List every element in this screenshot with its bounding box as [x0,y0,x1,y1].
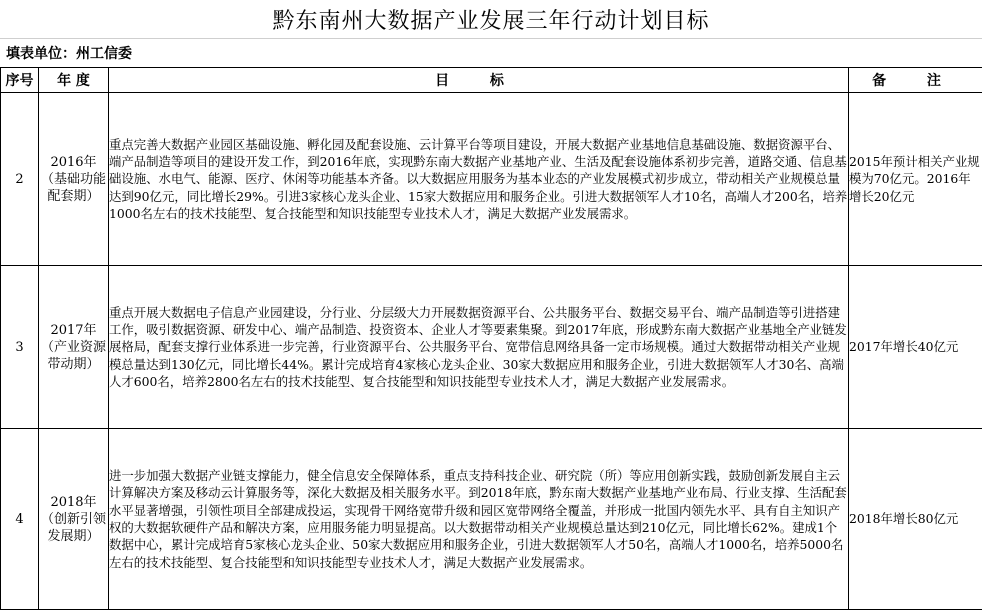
row-year: 2016年（基础功能配套期） [39,93,109,266]
row-year: 2018年（创新引领发展期） [39,429,109,610]
row-goal: 重点完善大数据产业园区基础设施、孵化园及配套设施、云计算平台等项目建设，开展大数据产业基地信息基础设施、数据资源平台、端产品制造等项目的建设开发工作，到2016年底，实现黔东南大数据产业基地产业、生活及配套设施体系初步完善，道路交通、信息基础设施、水电气、能源、医疗、休闲等功能基本齐备。以大数据应用服务为基本业态的产业发展模式初步成立，带动相关产业规模总量达到90亿元，同比增长29%。引进3家核心龙头企业、15家大数据应用和服务企业。引进大数据领军人才10名，高端人才200名，培养1000名左右的技术技能型、复合技能型和知识技能型专业技术人才，满足大数据产业发展需求。 [109,93,849,266]
row-seq: 3 [1,266,39,429]
document-title: 黔东南州大数据产业发展三年行动计划目标 [0,0,982,39]
table-row [1,93,982,266]
row-note: 2015年预计相关产业规模为70亿元。2016年增长20亿元 [849,93,982,266]
targets-table [0,67,982,610]
row-year: 2017年（产业资源带动期） [39,266,109,429]
table-row [1,429,982,610]
row-note: 2018年增长80亿元 [849,429,982,610]
table-row [1,266,982,429]
header-goal: 目 标 [109,68,849,93]
table-header-row [1,68,982,93]
header-seq: 序号 [1,68,39,93]
header-note: 备 注 [849,68,982,93]
header-year: 年 度 [39,68,109,93]
filling-unit-label: 填表单位：州工信委 [6,40,132,66]
row-seq: 4 [1,429,39,610]
row-note: 2017年增长40亿元 [849,266,982,429]
row-goal: 重点开展大数据电子信息产业园建设，分行业、分层级大力开展数据资源平台、公共服务平台、数据交易平台、端产品制造等引进搭建工作，吸引数据资源、研发中心、端产品制造、投资资本、企业人才等要素集聚。到2017年底，形成黔东南大数据产业基地全产业链发展格局，配套支撑行业体系进一步完善，行业资源平台、公共服务平台、宽带信息网络具备一定市场规模。通过大数据带动相关产业规模总量达到130亿元，同比增长44%。累计完成培育4家核心龙头企业、30家大数据应用和服务企业，引进大数据领军人才30名、高端人才600名，培养2800名左右的技术技能型、复合技能型和知识技能型专业技术人才，满足大数据产业发展需求。 [109,266,849,429]
row-goal: 进一步加强大数据产业链支撑能力，健全信息安全保障体系，重点支持科技企业、研究院（所）等应用创新实践，鼓励创新发展自主云计算解决方案及移动云计算服务等，深化大数据及相关服务水平。到2018年底，黔东南大数据产业基地产业布局、行业支撑、生活配套水平显著增强，引领性项目全部建成投运，实现骨干网络宽带升级和园区宽带网络全覆盖，并形成一批国内领先水平、具有自主知识产权的大数据软硬件产品和解决方案，应用服务能力明显提高。以大数据带动相关产业规模总量达到210亿元，同比增长62%。建成1个数据中心，累计完成培育5家核心龙头企业、50家大数据应用和服务企业，引进大数据领军人才50名，高端人才1000名，培养5000名左右的技术技能型、复合技能型和知识技能型专业技术人才，满足大数据产业发展需求。 [109,429,849,610]
row-seq: 2 [1,93,39,266]
